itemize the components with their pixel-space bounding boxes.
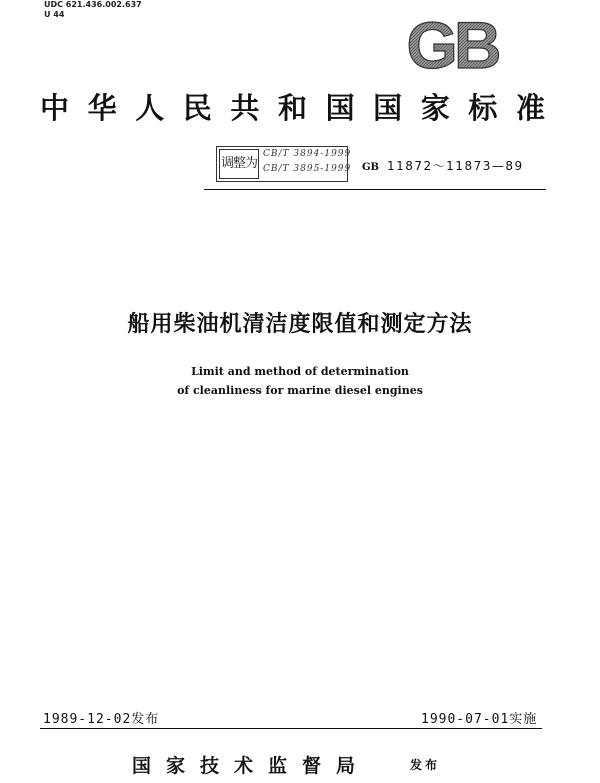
english-title-line: of cleanliness for marine diesel engines xyxy=(177,384,423,397)
udc-classification xyxy=(44,0,142,20)
title-char: 共 xyxy=(230,91,260,125)
title-char: 家 xyxy=(420,91,450,125)
footer-divider xyxy=(40,728,542,729)
standard-number-value: 11872～11873—89 xyxy=(387,159,524,173)
standard-prefix: GB xyxy=(362,162,379,173)
effective-date: 1990-07-01实施 xyxy=(421,712,538,727)
title-char: 华 xyxy=(87,91,117,125)
title-char: 准 xyxy=(515,91,545,125)
document-title-chinese: 船用柴油机清洁度限值和测定方法 xyxy=(127,312,473,337)
standard-number xyxy=(362,157,524,174)
issuing-label: 发布 xyxy=(410,758,441,772)
title-char: 民 xyxy=(182,91,212,125)
header-divider xyxy=(204,189,546,190)
document-title-english xyxy=(130,362,470,400)
title-char: 中 xyxy=(40,91,70,125)
issue-date: 1989-12-02发布 xyxy=(43,712,160,727)
replacement-stamp xyxy=(216,146,352,182)
title-char: 标 xyxy=(468,91,498,125)
stamp-label: 调整为 xyxy=(219,149,259,179)
udc-code: UDC 621.436.002.637 xyxy=(44,0,142,9)
gb-logo-text: GB xyxy=(406,10,498,80)
stamp-handwritten-line: CB/T 3894-1999 xyxy=(263,149,352,159)
title-char: 和 xyxy=(277,91,307,125)
classification-code: U 44 xyxy=(44,10,65,19)
issuing-authority: 国家技术监督局 xyxy=(132,755,371,777)
stamp-handwritten-line: CB/T 3895-1999 xyxy=(263,164,352,174)
title-char: 人 xyxy=(135,91,165,125)
title-char: 国 xyxy=(325,91,355,125)
title-char: 国 xyxy=(373,91,403,125)
gb-logo-graphic xyxy=(392,10,512,80)
standard-type-title xyxy=(40,88,545,128)
gb-logo xyxy=(392,10,512,80)
english-title-line: Limit and method of determination xyxy=(191,365,409,378)
